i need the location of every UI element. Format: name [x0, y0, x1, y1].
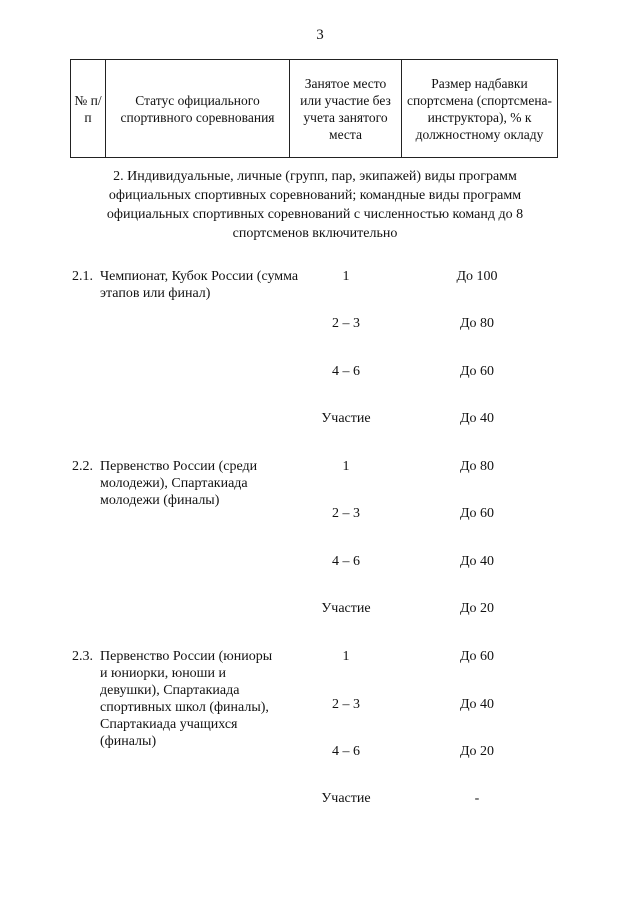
bonus-cell: До 20	[459, 601, 495, 616]
bonus-cell: До 20	[459, 744, 495, 759]
header-num: № п/п	[71, 60, 106, 158]
header-row	[71, 60, 558, 158]
group-status: Чемпионат, Кубок России (сумма этапов или финал)	[100, 269, 299, 301]
place-cell: 4 – 6	[332, 744, 360, 759]
header-status: Статус официального спортивного соревнования	[106, 60, 290, 158]
bonus-cell: До 80	[459, 316, 495, 331]
place-cell: 4 – 6	[332, 554, 360, 569]
header-bonus: Размер надбавки спортсмена (спортсмена-инструктора), % к должностному окладу	[402, 60, 558, 158]
bonus-cell: До 60	[459, 649, 495, 664]
place-cell: Участие	[321, 411, 371, 426]
place-cell: Участие	[321, 791, 371, 806]
place-cell: 2 – 3	[332, 316, 360, 331]
bonus-cell: До 40	[459, 697, 495, 712]
page-number: 3	[316, 27, 324, 43]
place-cell: 2 – 3	[332, 506, 360, 521]
bonus-cell: До 40	[459, 554, 495, 569]
bonus-cell: -	[474, 791, 480, 806]
place-cell: 2 – 3	[332, 697, 360, 712]
section-heading: 2. Индивидуальные, личные (групп, пар, экипажей) виды программ официальных спортивных соревнований; командные виды программ официальных спортивных соревнований с численностью команд до 8 спортсменов включительно	[106, 169, 524, 241]
group-status: Первенство России (юниоры и юниорки, юноши и девушки), Спартакиада спортивных школ (финалы), Спартакиада учащихся (финалы)	[100, 649, 273, 749]
bonus-cell: До 80	[459, 459, 495, 474]
header-table	[70, 59, 558, 158]
bonus-cell: До 60	[459, 506, 495, 521]
group-number: 2.1.	[72, 269, 93, 284]
place-cell: 1	[342, 459, 350, 474]
group-number: 2.2.	[72, 459, 93, 474]
place-cell: 1	[342, 269, 350, 284]
header-place: Занятое место или участие без учета занятого места	[290, 60, 402, 158]
group-number: 2.3.	[72, 649, 93, 664]
bonus-cell: До 60	[459, 364, 495, 379]
bonus-cell: До 40	[459, 411, 495, 426]
place-cell: 4 – 6	[332, 364, 360, 379]
place-cell: 1	[342, 649, 350, 664]
bonus-cell: До 100	[456, 269, 498, 284]
group-status: Первенство России (среди молодежи), Спартакиада молодежи (финалы)	[100, 459, 258, 508]
place-cell: Участие	[321, 601, 371, 616]
